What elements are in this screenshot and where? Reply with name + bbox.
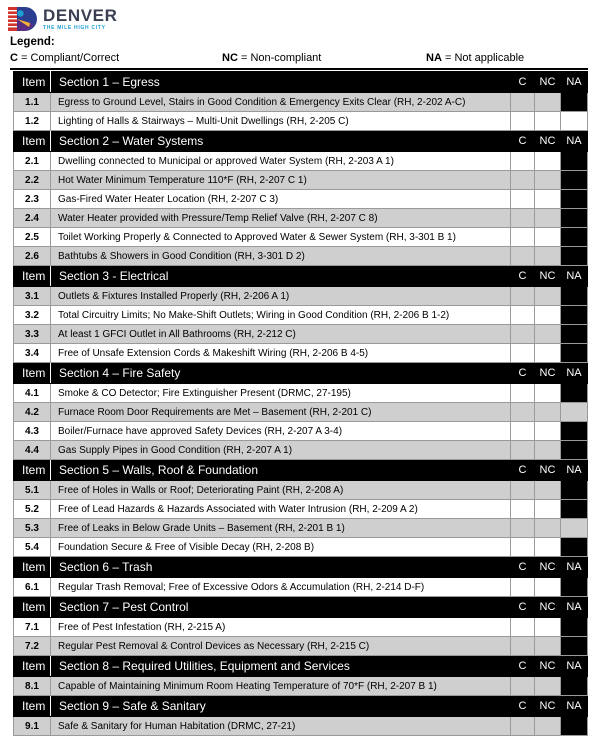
table-row <box>14 538 588 557</box>
legend-key-c: C <box>10 52 18 64</box>
row-item-number: 2.2 <box>14 171 51 190</box>
column-header-c: C <box>511 363 535 384</box>
table-row <box>14 519 588 538</box>
checkbox-cell-nc[interactable] <box>535 717 561 736</box>
checkbox-cell-nc[interactable] <box>535 519 561 538</box>
checkbox-cell-c[interactable] <box>511 344 535 363</box>
checkbox-cell-c[interactable] <box>511 677 535 696</box>
row-item-number: 6.1 <box>14 578 51 597</box>
row-item-number: 3.4 <box>14 344 51 363</box>
denver-logo-tagline: THE MILE HIGH CITY <box>43 24 106 31</box>
checkbox-cell-c[interactable] <box>511 500 535 519</box>
section-header-row <box>14 266 588 287</box>
section-item-header: Item <box>14 131 51 152</box>
row-item-number: 1.2 <box>14 112 51 131</box>
row-description: Water Heater provided with Pressure/Temp Relief Valve (RH, 2-207 C 8) <box>51 209 511 228</box>
column-header-c: C <box>511 557 535 578</box>
row-item-number: 4.1 <box>14 384 51 403</box>
checkbox-cell-na[interactable] <box>561 93 588 112</box>
column-header-na: NA <box>561 460 588 481</box>
column-header-na: NA <box>561 696 588 717</box>
checkbox-cell-nc[interactable] <box>535 538 561 557</box>
column-header-na: NA <box>561 72 588 93</box>
checkbox-cell-c[interactable] <box>511 325 535 344</box>
checkbox-cell-nc[interactable] <box>535 481 561 500</box>
legend-key-na: NA <box>426 52 442 64</box>
section-title: Section 7 – Pest Control <box>51 597 511 618</box>
section-header-row <box>14 656 588 677</box>
checkbox-cell-c[interactable] <box>511 228 535 247</box>
row-item-number: 5.1 <box>14 481 51 500</box>
checkbox-cell-nc[interactable] <box>535 344 561 363</box>
row-item-number: 8.1 <box>14 677 51 696</box>
checkbox-cell-na[interactable] <box>561 618 588 637</box>
row-item-number: 1.1 <box>14 93 51 112</box>
legend-sep-na: = <box>441 52 455 64</box>
checkbox-cell-nc[interactable] <box>535 325 561 344</box>
checkbox-cell-nc[interactable] <box>535 422 561 441</box>
checkbox-cell-nc[interactable] <box>535 228 561 247</box>
checkbox-cell-nc[interactable] <box>535 209 561 228</box>
row-item-number: 5.4 <box>14 538 51 557</box>
checkbox-cell-na[interactable] <box>561 538 588 557</box>
row-description: Free of Leaks in Below Grade Units – Basement (RH, 2-201 B 1) <box>51 519 511 538</box>
checkbox-cell-nc[interactable] <box>535 190 561 209</box>
table-row <box>14 500 588 519</box>
row-item-number: 3.2 <box>14 306 51 325</box>
checkbox-cell-c[interactable] <box>511 422 535 441</box>
section-item-header: Item <box>14 656 51 677</box>
column-header-na: NA <box>561 363 588 384</box>
table-row <box>14 384 588 403</box>
checkbox-cell-nc[interactable] <box>535 403 561 422</box>
row-item-number: 2.5 <box>14 228 51 247</box>
column-header-nc: NC <box>535 72 561 93</box>
section-header-row <box>14 363 588 384</box>
checkbox-cell-na[interactable] <box>561 500 588 519</box>
column-header-nc: NC <box>535 266 561 287</box>
checkbox-cell-nc[interactable] <box>535 152 561 171</box>
table-row <box>14 422 588 441</box>
row-description: Boiler/Furnace have approved Safety Devices (RH, 2-207 A 3-4) <box>51 422 511 441</box>
row-description: Hot Water Minimum Temperature 110*F (RH, 2-207 C 1) <box>51 171 511 190</box>
column-header-na: NA <box>561 266 588 287</box>
checkbox-cell-c[interactable] <box>511 171 535 190</box>
table-row <box>14 717 588 736</box>
row-description: Regular Trash Removal; Free of Excessive Odors & Accumulation (RH, 2-214 D-F) <box>51 578 511 597</box>
row-description: Regular Pest Removal & Control Devices as Necessary (RH, 2-215 C) <box>51 637 511 656</box>
checkbox-cell-na[interactable] <box>561 152 588 171</box>
section-item-header: Item <box>14 557 51 578</box>
checkbox-cell-nc[interactable] <box>535 618 561 637</box>
checkbox-cell-c[interactable] <box>511 112 535 131</box>
column-header-nc: NC <box>535 656 561 677</box>
row-description: Free of Lead Hazards & Hazards Associated with Water Intrusion (RH, 2-209 A 2) <box>51 500 511 519</box>
checkbox-cell-na[interactable] <box>561 306 588 325</box>
checkbox-cell-nc[interactable] <box>535 287 561 306</box>
table-row <box>14 287 588 306</box>
legend-divider <box>10 68 588 70</box>
checkbox-cell-na[interactable] <box>561 228 588 247</box>
checkbox-cell-c[interactable] <box>511 209 535 228</box>
section-title: Section 4 – Fire Safety <box>51 363 511 384</box>
row-item-number: 4.4 <box>14 441 51 460</box>
section-item-header: Item <box>14 266 51 287</box>
row-item-number: 3.3 <box>14 325 51 344</box>
section-title: Section 2 – Water Systems <box>51 131 511 152</box>
row-item-number: 7.2 <box>14 637 51 656</box>
checkbox-cell-na[interactable] <box>561 578 588 597</box>
checkbox-cell-nc[interactable] <box>535 247 561 266</box>
checkbox-cell-c[interactable] <box>511 618 535 637</box>
section-item-header: Item <box>14 597 51 618</box>
column-header-c: C <box>511 656 535 677</box>
row-item-number: 5.2 <box>14 500 51 519</box>
row-description: Gas Supply Pipes in Good Condition (RH, 2-207 A 1) <box>51 441 511 460</box>
checkbox-cell-na[interactable] <box>561 325 588 344</box>
row-description: Free of Holes in Walls or Roof; Deteriorating Paint (RH, 2-208 A) <box>51 481 511 500</box>
row-description: Toilet Working Properly & Connected to Approved Water & Sewer System (RH, 3-301 B 1) <box>51 228 511 247</box>
column-header-nc: NC <box>535 363 561 384</box>
checkbox-cell-na[interactable] <box>561 677 588 696</box>
denver-logo <box>8 5 117 33</box>
checkbox-cell-na[interactable] <box>561 209 588 228</box>
denver-city-logo-icon <box>8 6 38 32</box>
section-title: Section 5 – Walls, Roof & Foundation <box>51 460 511 481</box>
row-description: Furnace Room Door Requirements are Met – Basement (RH, 2-201 C) <box>51 403 511 422</box>
legend-meaning-nc: Non-compliant <box>250 52 322 64</box>
denver-logo-wordmark <box>43 7 117 32</box>
row-description: At least 1 GFCI Outlet in All Bathrooms (RH, 2-212 C) <box>51 325 511 344</box>
column-header-c: C <box>511 266 535 287</box>
row-item-number: 2.4 <box>14 209 51 228</box>
checkbox-cell-c[interactable] <box>511 93 535 112</box>
column-header-c: C <box>511 72 535 93</box>
section-item-header: Item <box>14 460 51 481</box>
section-header-row <box>14 597 588 618</box>
checkbox-cell-c[interactable] <box>511 287 535 306</box>
checkbox-cell-c[interactable] <box>511 441 535 460</box>
checkbox-cell-na[interactable] <box>561 384 588 403</box>
section-title: Section 6 – Trash <box>51 557 511 578</box>
checkbox-cell-c[interactable] <box>511 717 535 736</box>
checkbox-cell-c[interactable] <box>511 247 535 266</box>
table-row <box>14 228 588 247</box>
legend-sep-c: = <box>17 52 31 64</box>
column-header-nc: NC <box>535 696 561 717</box>
legend-item-notapplicable <box>426 52 524 65</box>
table-row <box>14 344 588 363</box>
row-item-number: 9.1 <box>14 717 51 736</box>
checkbox-cell-na[interactable] <box>561 247 588 266</box>
checkbox-cell-nc[interactable] <box>535 384 561 403</box>
legend-meaning-na: Not applicable <box>454 52 525 64</box>
checkbox-cell-c[interactable] <box>511 538 535 557</box>
table-row <box>14 637 588 656</box>
checkbox-cell-c[interactable] <box>511 637 535 656</box>
checkbox-cell-na[interactable] <box>561 422 588 441</box>
row-description: Bathtubs & Showers in Good Condition (RH, 3-301 D 2) <box>51 247 511 266</box>
table-row <box>14 93 588 112</box>
table-row <box>14 403 588 422</box>
checkbox-cell-nc[interactable] <box>535 441 561 460</box>
section-title: Section 8 – Required Utilities, Equipment and Services <box>51 656 511 677</box>
column-header-c: C <box>511 131 535 152</box>
checkbox-cell-c[interactable] <box>511 384 535 403</box>
row-description: Gas-Fired Water Heater Location (RH, 2-207 C 3) <box>51 190 511 209</box>
checkbox-cell-na[interactable] <box>561 344 588 363</box>
column-header-nc: NC <box>535 131 561 152</box>
row-description: Smoke & CO Detector; Fire Extinguisher Present (DRMC, 27-195) <box>51 384 511 403</box>
section-header-row <box>14 72 588 93</box>
legend-sep-nc: = <box>237 52 251 64</box>
row-item-number: 2.6 <box>14 247 51 266</box>
table-row <box>14 152 588 171</box>
section-item-header: Item <box>14 72 51 93</box>
section-title: Section 3 - Electrical <box>51 266 511 287</box>
checkbox-cell-na[interactable] <box>561 190 588 209</box>
section-header-row <box>14 460 588 481</box>
section-item-header: Item <box>14 696 51 717</box>
checkbox-cell-nc[interactable] <box>535 578 561 597</box>
checkbox-cell-nc[interactable] <box>535 171 561 190</box>
row-description: Foundation Secure & Free of Visible Decay (RH, 2-208 B) <box>51 538 511 557</box>
table-row <box>14 578 588 597</box>
table-row <box>14 190 588 209</box>
table-row <box>14 677 588 696</box>
table-row <box>14 112 588 131</box>
column-header-na: NA <box>561 557 588 578</box>
checkbox-cell-c[interactable] <box>511 519 535 538</box>
row-description: Free of Unsafe Extension Cords & Makeshift Wiring (RH, 2-206 B 4-5) <box>51 344 511 363</box>
row-item-number: 4.2 <box>14 403 51 422</box>
checkbox-cell-na[interactable] <box>561 112 588 131</box>
inspection-checklist-table <box>13 71 588 736</box>
legend-title: Legend: <box>10 36 55 48</box>
checkbox-cell-c[interactable] <box>511 190 535 209</box>
column-header-c: C <box>511 460 535 481</box>
legend-meaning-c: Compliant/Correct <box>30 52 120 64</box>
table-row <box>14 247 588 266</box>
checkbox-cell-c[interactable] <box>511 481 535 500</box>
checkbox-cell-na[interactable] <box>561 519 588 538</box>
checkbox-cell-nc[interactable] <box>535 637 561 656</box>
checkbox-cell-c[interactable] <box>511 152 535 171</box>
checkbox-cell-c[interactable] <box>511 306 535 325</box>
row-description: Total Circuitry Limits; No Make-Shift Outlets; Wiring in Good Condition (RH, 2-206 B 1-2) <box>51 306 511 325</box>
section-title: Section 1 – Egress <box>51 72 511 93</box>
column-header-c: C <box>511 696 535 717</box>
legend-key-nc: NC <box>222 52 238 64</box>
table-row <box>14 481 588 500</box>
column-header-na: NA <box>561 131 588 152</box>
row-description: Free of Pest Infestation (RH, 2-215 A) <box>51 618 511 637</box>
checkbox-cell-na[interactable] <box>561 171 588 190</box>
checkbox-cell-na[interactable] <box>561 637 588 656</box>
table-row <box>14 618 588 637</box>
legend-item-compliant <box>10 52 119 65</box>
section-title: Section 9 – Safe & Sanitary <box>51 696 511 717</box>
table-row <box>14 306 588 325</box>
row-item-number: 2.3 <box>14 190 51 209</box>
column-header-nc: NC <box>535 557 561 578</box>
table-row <box>14 325 588 344</box>
checkbox-cell-nc[interactable] <box>535 112 561 131</box>
section-header-row <box>14 696 588 717</box>
column-header-nc: NC <box>535 460 561 481</box>
legend-item-noncompliant <box>222 52 321 65</box>
row-item-number: 3.1 <box>14 287 51 306</box>
row-description: Capable of Maintaining Minimum Room Heating Temperature of 70*F (RH, 2-207 B 1) <box>51 677 511 696</box>
row-description: Egress to Ground Level, Stairs in Good Condition & Emergency Exits Clear (RH, 2-202 A-C) <box>51 93 511 112</box>
row-description: Safe & Sanitary for Human Habitation (DRMC, 27-21) <box>51 717 511 736</box>
table-row <box>14 441 588 460</box>
row-item-number: 4.3 <box>14 422 51 441</box>
checkbox-cell-na[interactable] <box>561 481 588 500</box>
row-description: Outlets & Fixtures Installed Properly (RH, 2-206 A 1) <box>51 287 511 306</box>
checkbox-cell-na[interactable] <box>561 287 588 306</box>
column-header-c: C <box>511 597 535 618</box>
checkbox-cell-nc[interactable] <box>535 93 561 112</box>
checkbox-cell-na[interactable] <box>561 403 588 422</box>
checkbox-cell-na[interactable] <box>561 441 588 460</box>
section-header-row <box>14 131 588 152</box>
checkbox-cell-c[interactable] <box>511 578 535 597</box>
checkbox-cell-nc[interactable] <box>535 306 561 325</box>
row-item-number: 7.1 <box>14 618 51 637</box>
section-item-header: Item <box>14 363 51 384</box>
checkbox-cell-na[interactable] <box>561 717 588 736</box>
column-header-nc: NC <box>535 597 561 618</box>
row-description: Dwelling connected to Municipal or approved Water System (RH, 2-203 A 1) <box>51 152 511 171</box>
section-header-row <box>14 557 588 578</box>
checkbox-cell-nc[interactable] <box>535 677 561 696</box>
denver-logo-name: DENVER <box>43 5 118 25</box>
table-row <box>14 209 588 228</box>
checkbox-cell-nc[interactable] <box>535 500 561 519</box>
row-item-number: 2.1 <box>14 152 51 171</box>
checkbox-cell-c[interactable] <box>511 403 535 422</box>
table-row <box>14 171 588 190</box>
column-header-na: NA <box>561 656 588 677</box>
row-item-number: 5.3 <box>14 519 51 538</box>
column-header-na: NA <box>561 597 588 618</box>
row-description: Lighting of Halls & Stairways – Multi-Unit Dwellings (RH, 2-205 C) <box>51 112 511 131</box>
